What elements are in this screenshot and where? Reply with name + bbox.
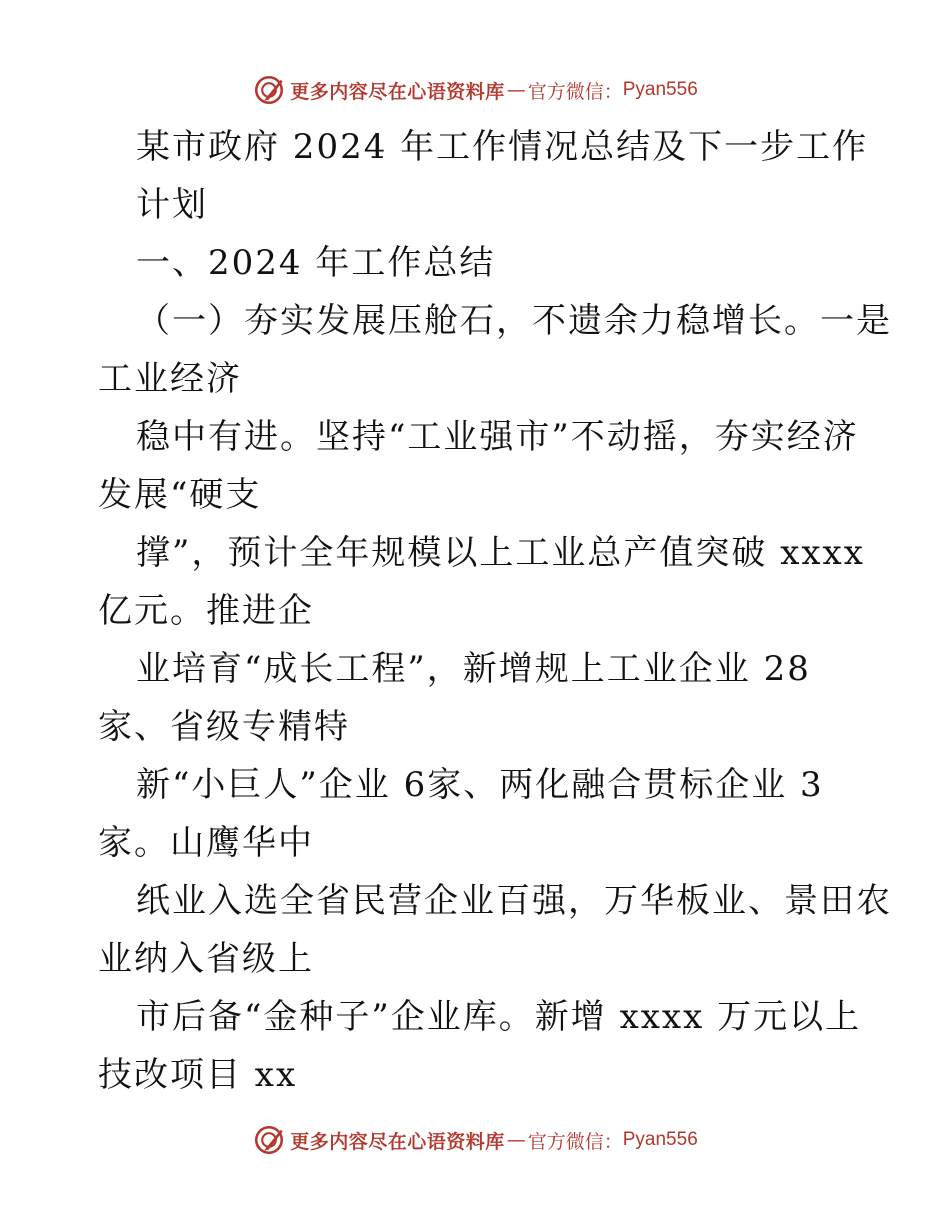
- text-line: 市后备“金种子”企业库。新增 xxxx 万元以上: [136, 997, 862, 1037]
- banner-wechat-id: Pyan556: [622, 1129, 698, 1150]
- banner-sub-text: 官方微信：: [527, 1130, 623, 1153]
- banner-wechat-id: Pyan556: [622, 79, 698, 100]
- document-body: [98, 118, 892, 1104]
- text-line: 纸业入选全省民营企业百强，万华板业、景田农: [136, 881, 892, 921]
- footer-banner: [0, 1120, 950, 1160]
- text-line: 一、2024 年工作总结: [136, 243, 496, 283]
- text-line: 计划: [136, 185, 208, 225]
- text-line: 亿元。推进企: [98, 591, 314, 631]
- text-line: 家、省级专精特: [98, 707, 350, 747]
- logo-icon: [252, 73, 286, 107]
- header-banner: [0, 70, 950, 110]
- banner-main-text: 更多内容尽在心语资料库: [290, 80, 505, 103]
- text-line: 撑”，预计全年规模以上工业总产值突破 xxxx: [136, 533, 865, 573]
- text-line: 业纳入省级上: [98, 939, 314, 979]
- banner-main-text: 更多内容尽在心语资料库: [290, 1130, 505, 1153]
- text-line: 家。山鹰华中: [98, 823, 314, 863]
- logo-icon: [252, 1123, 286, 1157]
- text-line: 工业经济: [98, 359, 242, 399]
- text-line: 新“小巨人”企业 6家、两化融合贯标企业 3: [136, 765, 824, 805]
- banner-sub-text: 官方微信：: [527, 80, 623, 103]
- text-line: 技改项目 xx: [98, 1055, 298, 1095]
- banner-dash: —: [506, 1129, 526, 1151]
- text-line: 某市政府 2024 年工作情况总结及下一步工作: [136, 127, 869, 167]
- banner-dash: —: [506, 79, 526, 101]
- text-line: （一）夯实发展压舱石，不遗余力稳增长。一是: [136, 301, 892, 341]
- text-line: 发展“硬支: [98, 475, 262, 515]
- text-line: 业培育“成长工程”，新增规上工业企业 28: [136, 649, 811, 689]
- text-line: 稳中有进。坚持“工业强市”不动摇，夯实经济: [136, 417, 859, 457]
